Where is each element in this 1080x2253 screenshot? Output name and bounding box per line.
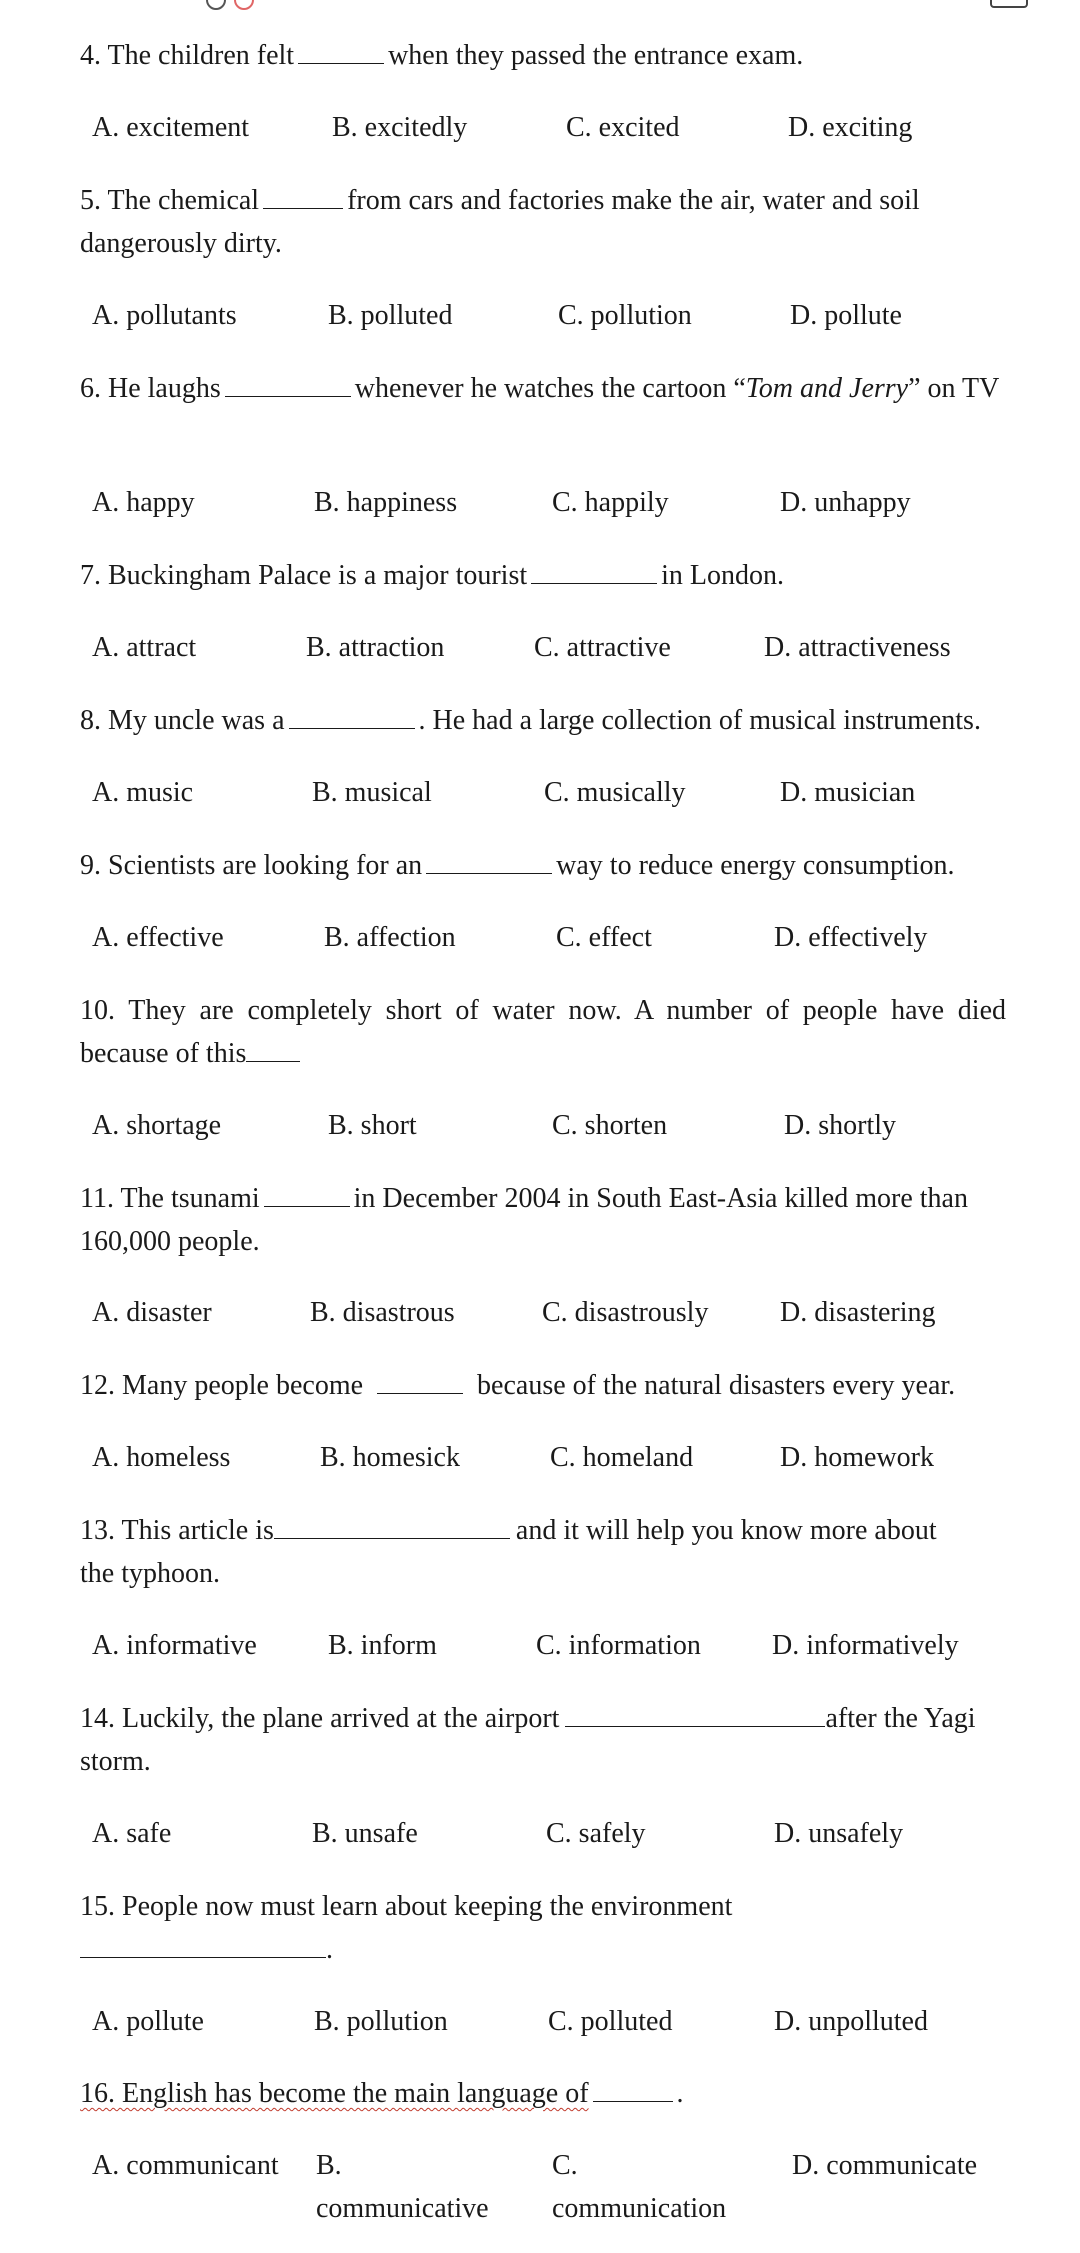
option-b[interactable]: B. pollution xyxy=(314,2006,448,2037)
answer-blank[interactable] xyxy=(531,557,657,584)
option-a[interactable]: A. effective xyxy=(92,922,224,953)
answer-blank[interactable] xyxy=(593,2075,673,2102)
options-5 xyxy=(92,294,1032,337)
question-12: 12. Many people become because of the natural disasters every year. xyxy=(80,1364,1005,1407)
option-a[interactable]: A. pollute xyxy=(92,2006,204,2037)
status-icon xyxy=(234,0,254,10)
option-c[interactable]: C. polluted xyxy=(548,2006,673,2037)
option-a[interactable]: A. happy xyxy=(92,487,195,518)
answer-blank[interactable] xyxy=(274,1512,510,1539)
option-a[interactable]: A. communicant xyxy=(92,2150,279,2181)
option-d[interactable]: D. effectively xyxy=(774,922,928,953)
options-11 xyxy=(92,1291,1032,1334)
option-a[interactable]: A. pollutants xyxy=(92,300,237,331)
answer-blank[interactable] xyxy=(246,1035,300,1062)
option-d[interactable]: D. shortly xyxy=(784,1110,896,1141)
option-d[interactable]: D. disastering xyxy=(780,1297,936,1328)
question-14: 14. Luckily, the plane arrived at the airport after the Yagi storm. xyxy=(80,1697,1020,1783)
answer-blank[interactable] xyxy=(298,37,384,64)
option-a[interactable]: A. safe xyxy=(92,1818,172,1849)
answer-blank[interactable] xyxy=(80,1931,326,1958)
option-d[interactable]: D. communicate xyxy=(792,2150,978,2181)
options-15 xyxy=(92,2000,1032,2043)
answer-blank[interactable] xyxy=(289,702,415,729)
question-9: 9. Scientists are looking for an way to reduce energy consumption. xyxy=(80,844,1005,887)
answer-blank[interactable] xyxy=(426,847,552,874)
option-b[interactable]: B. musical xyxy=(312,777,432,808)
question-6: 6. He laughs whenever he watches the cartoon “Tom and Jerry” on TV xyxy=(80,367,1005,410)
option-d[interactable]: D. unsafely xyxy=(774,1818,904,1849)
option-b[interactable]: B. polluted xyxy=(328,300,453,331)
option-c[interactable]: C. information xyxy=(536,1630,701,1661)
option-b[interactable]: B. homesick xyxy=(320,1442,460,1473)
question-15: 15. People now must learn about keeping the environment . xyxy=(80,1891,733,1965)
option-b[interactable]: B. disastrous xyxy=(310,1297,455,1328)
option-d[interactable]: D. exciting xyxy=(788,112,913,143)
options-13 xyxy=(92,1624,1032,1667)
option-d[interactable]: D. unhappy xyxy=(780,487,911,518)
options-9 xyxy=(92,916,1032,959)
options-10 xyxy=(92,1104,1032,1147)
option-c[interactable]: C. communication xyxy=(552,2150,727,2224)
option-c[interactable]: C. effect xyxy=(556,922,652,953)
options-4 xyxy=(92,106,1032,149)
option-b[interactable]: B. excitedly xyxy=(332,112,468,143)
option-a[interactable]: A. informative xyxy=(92,1630,257,1661)
option-d[interactable]: D. musician xyxy=(780,777,916,808)
question-11: 11. The tsunami in December 2004 in South East-Asia killed more than 160,000 people. xyxy=(80,1177,1020,1263)
option-a[interactable]: A. disaster xyxy=(92,1297,212,1328)
option-d[interactable]: D. pollute xyxy=(790,300,902,331)
question-5: 5. The chemical from cars and factories make the air, water and soil dangerously dirty. xyxy=(80,179,1005,265)
option-c[interactable]: C. attractive xyxy=(534,632,671,663)
option-b[interactable]: B. affection xyxy=(324,922,456,953)
option-a[interactable]: A. excitement xyxy=(92,112,250,143)
option-c[interactable]: C. homeland xyxy=(550,1442,694,1473)
question-8: 8. My uncle was a . He had a large collection of musical instruments. xyxy=(80,699,1020,742)
battery-icon xyxy=(990,0,1028,8)
question-7: 7. Buckingham Palace is a major tourist in London. xyxy=(80,554,1005,597)
option-b[interactable]: B. unsafe xyxy=(312,1818,418,1849)
option-d[interactable]: D. attractiveness xyxy=(764,632,951,663)
option-d[interactable]: D. unpolluted xyxy=(774,2006,928,2037)
answer-blank[interactable] xyxy=(225,370,351,397)
option-b[interactable]: B. communicative xyxy=(316,2150,489,2224)
option-d[interactable]: D. informatively xyxy=(772,1630,959,1661)
status-icon xyxy=(206,0,226,10)
options-7 xyxy=(92,626,1032,669)
question-13: 13. This article is and it will help you know more about the typhoon. xyxy=(80,1509,970,1595)
status-bar xyxy=(0,0,1080,12)
option-c[interactable]: C. happily xyxy=(552,487,669,518)
answer-blank[interactable] xyxy=(565,1700,825,1727)
option-c[interactable]: C. pollution xyxy=(558,300,692,331)
option-b[interactable]: B. happiness xyxy=(314,487,458,518)
option-c[interactable]: C. musically xyxy=(544,777,686,808)
option-c[interactable]: C. safely xyxy=(546,1818,646,1849)
option-a[interactable]: A. shortage xyxy=(92,1110,222,1141)
answer-blank[interactable] xyxy=(377,1367,463,1394)
question-4: 4. The children felt when they passed the entrance exam. xyxy=(80,34,1005,77)
answer-blank[interactable] xyxy=(264,1180,350,1207)
option-c[interactable]: C. disastrously xyxy=(542,1297,709,1328)
option-a[interactable]: A. attract xyxy=(92,632,197,663)
options-14 xyxy=(92,1812,1032,1855)
options-16 xyxy=(92,2144,1032,2234)
option-a[interactable]: A. homeless xyxy=(92,1442,231,1473)
option-c[interactable]: C. shorten xyxy=(552,1110,668,1141)
options-8 xyxy=(92,771,1032,814)
options-6 xyxy=(92,481,1032,524)
question-16: 16. English has become the main language of . xyxy=(80,2072,1005,2115)
question-10: 10. They are completely short of water now. A number of people have died because of this xyxy=(80,995,1006,1069)
option-b[interactable]: B. inform xyxy=(328,1630,437,1661)
option-b[interactable]: B. short xyxy=(328,1110,417,1141)
option-d[interactable]: D. homework xyxy=(780,1442,934,1473)
options-12 xyxy=(92,1436,1032,1479)
answer-blank[interactable] xyxy=(263,182,343,209)
option-c[interactable]: C. excited xyxy=(566,112,680,143)
option-b[interactable]: B. attraction xyxy=(306,632,445,663)
option-a[interactable]: A. music xyxy=(92,777,194,808)
